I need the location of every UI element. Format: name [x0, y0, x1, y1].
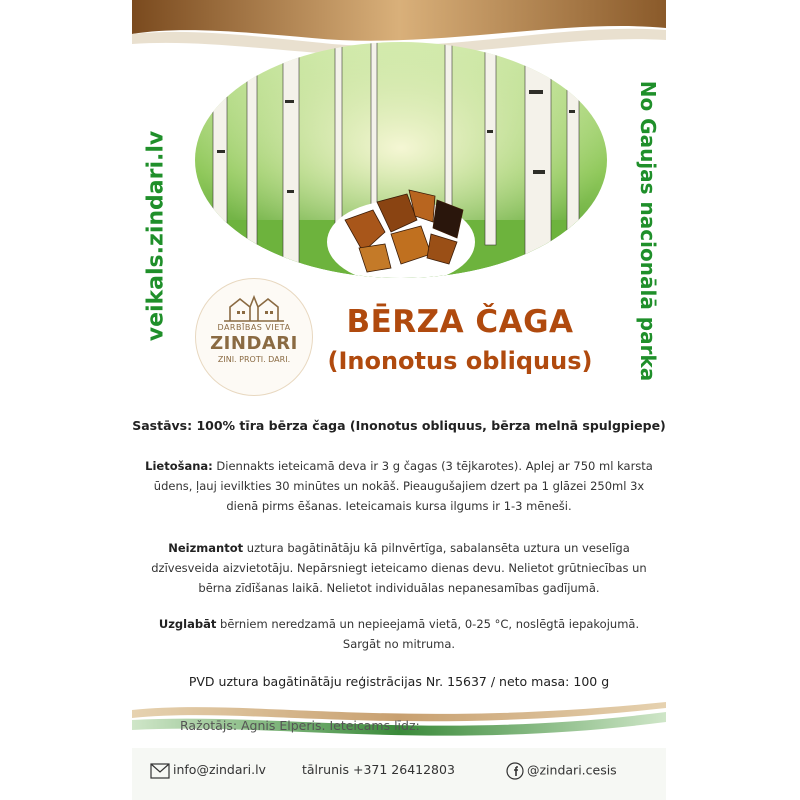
composition-text: Sastāvs: 100% tīra bērza čaga (Inonotus obliquus, bērza melnā spulgpiepe): [132, 418, 666, 433]
logo-brand-name: ZINDARI: [210, 333, 298, 354]
email-contact: [150, 762, 266, 779]
registration-line: PVD uztura bagātinātāju reģistrācijas Nr. 15637 / neto masa: 100 g: [188, 674, 610, 689]
logo-tagline-top: DARBĪBAS VIETA: [217, 323, 291, 332]
facebook-icon: [506, 762, 524, 780]
phone-text: tālrunis +371 26412803: [302, 762, 455, 777]
producer-line: Ražotājs: Agnis Elperis. Ieteicams līdz:: [180, 718, 420, 733]
phone-contact: [302, 762, 455, 777]
bottom-decorative-swoosh: [132, 690, 666, 800]
storage-text: bērniem neredzamā un nepieejamā vietā, 0-25 °C, noslēgtā iepakojumā. Sargāt no mitruma.: [216, 617, 640, 651]
facebook-text: @zindari.cesis: [527, 762, 617, 778]
origin-vertical-text: No Gaujas nacionālā parka: [636, 80, 660, 382]
storage-label: Uzglabāt: [158, 617, 217, 631]
envelope-icon: [150, 763, 170, 779]
usage-text: Diennakts ieteicamā deva ir 3 g čagas (3 tējkarotes). Aplej ar 750 ml karsta ūdens, ļauj ievilkties 30 minūtes un nokāš. Pieaugušajiem dzert pa 1 glāzei 250ml 3x dienā pirms ēšanas. Ieteicamais kursa ilgums ir 1-3 mēneši.: [153, 459, 653, 513]
product-title: BĒRZA ČAGA: [346, 304, 574, 340]
logo-motto: ZINI. PROTI. DARI.: [217, 355, 291, 364]
warning-label: Neizmantot: [168, 541, 244, 555]
usage-label: Lietošana:: [145, 459, 213, 473]
website-vertical-text: veikals.zindari.lv: [143, 130, 169, 342]
product-latin-name: (Inonotus obliquus): [327, 347, 593, 375]
storage-section: [140, 614, 658, 654]
warning-section: [140, 538, 658, 598]
birch-forest-image: [195, 40, 607, 280]
facebook-contact: [506, 762, 617, 780]
warning-text: uztura bagātinātāju kā pilnvērtīga, sabalansēta uztura un veselīga dzīvesveida aizvietotāju. Nepārsniegt ieteicamo dienas devu. Nelietot grūtniecības un bērna zīdīšanas laikā. Nelietot individuālas nepanesamības gadījumā.: [151, 541, 647, 595]
usage-section: [140, 456, 658, 516]
zindari-logo: [195, 278, 313, 396]
email-text: info@zindari.lv: [173, 762, 266, 777]
crown-house-icon: [196, 283, 312, 327]
